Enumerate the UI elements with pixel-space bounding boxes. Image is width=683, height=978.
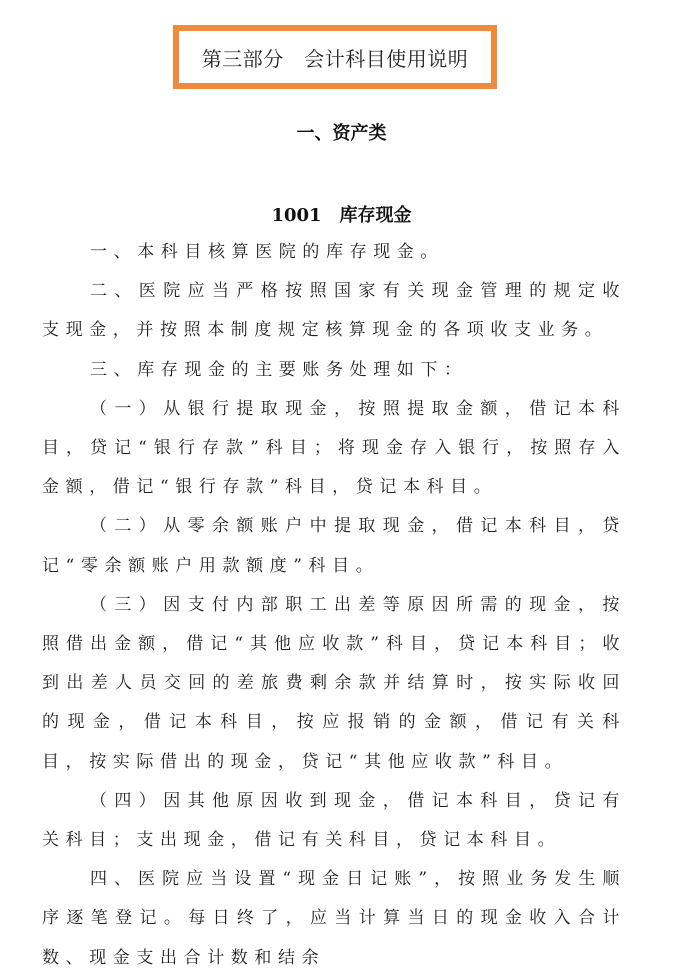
account-heading: 1001 库存现金 (271, 205, 412, 226)
paragraph-3-4: （四）因其他原因收到现金，借记本科目，贷记有关科目；支出现金，借记有关科目，贷记本科目。 (42, 790, 626, 851)
paragraph-4: 四、医院应当设置“现金日记账”，按照业务发生顺序逐笔登记。每日终了，应当计算当日的现金收入合计数、现金支出合计数和结余 (42, 869, 626, 968)
part-title-box (173, 25, 497, 89)
section-heading: 一、资产类 (296, 123, 387, 144)
paragraph-3-1: （一）从银行提取现金，按照提取金额，借记本科目，贷记“银行存款”科目；将现金存入银行，按照存入金额，借记“银行存款”科目，贷记本科目。 (42, 398, 626, 498)
paragraph-3: 三、库存现金的主要账务处理如下： (90, 359, 468, 380)
paragraph-3-3: （三）因支付内部职工出差等原因所需的现金，按照借出金额，借记“其他应收款”科目，贷记本科目；收到出差人员交回的差旅费剩余款并结算时，按实际收回的现金，借记本科目，按应报销的金额，借记有关科目，按实际借出的现金，贷记“其他应收款”科目。 (42, 594, 626, 772)
paragraph-2: 二、医院应当严格按照国家有关现金管理的规定收支现金，并按照本制度规定核算现金的各项收支业务。 (42, 281, 626, 341)
paragraph-1: 一、本科目核算医院的库存现金。 (90, 242, 444, 262)
body-text (42, 233, 626, 978)
part-title: 第三部分 会计科目使用说明 (201, 46, 469, 71)
paragraph-3-2: （二）从零余额账户中提取现金，借记本科目，贷记“零余额账户用款额度”科目。 (42, 516, 626, 576)
